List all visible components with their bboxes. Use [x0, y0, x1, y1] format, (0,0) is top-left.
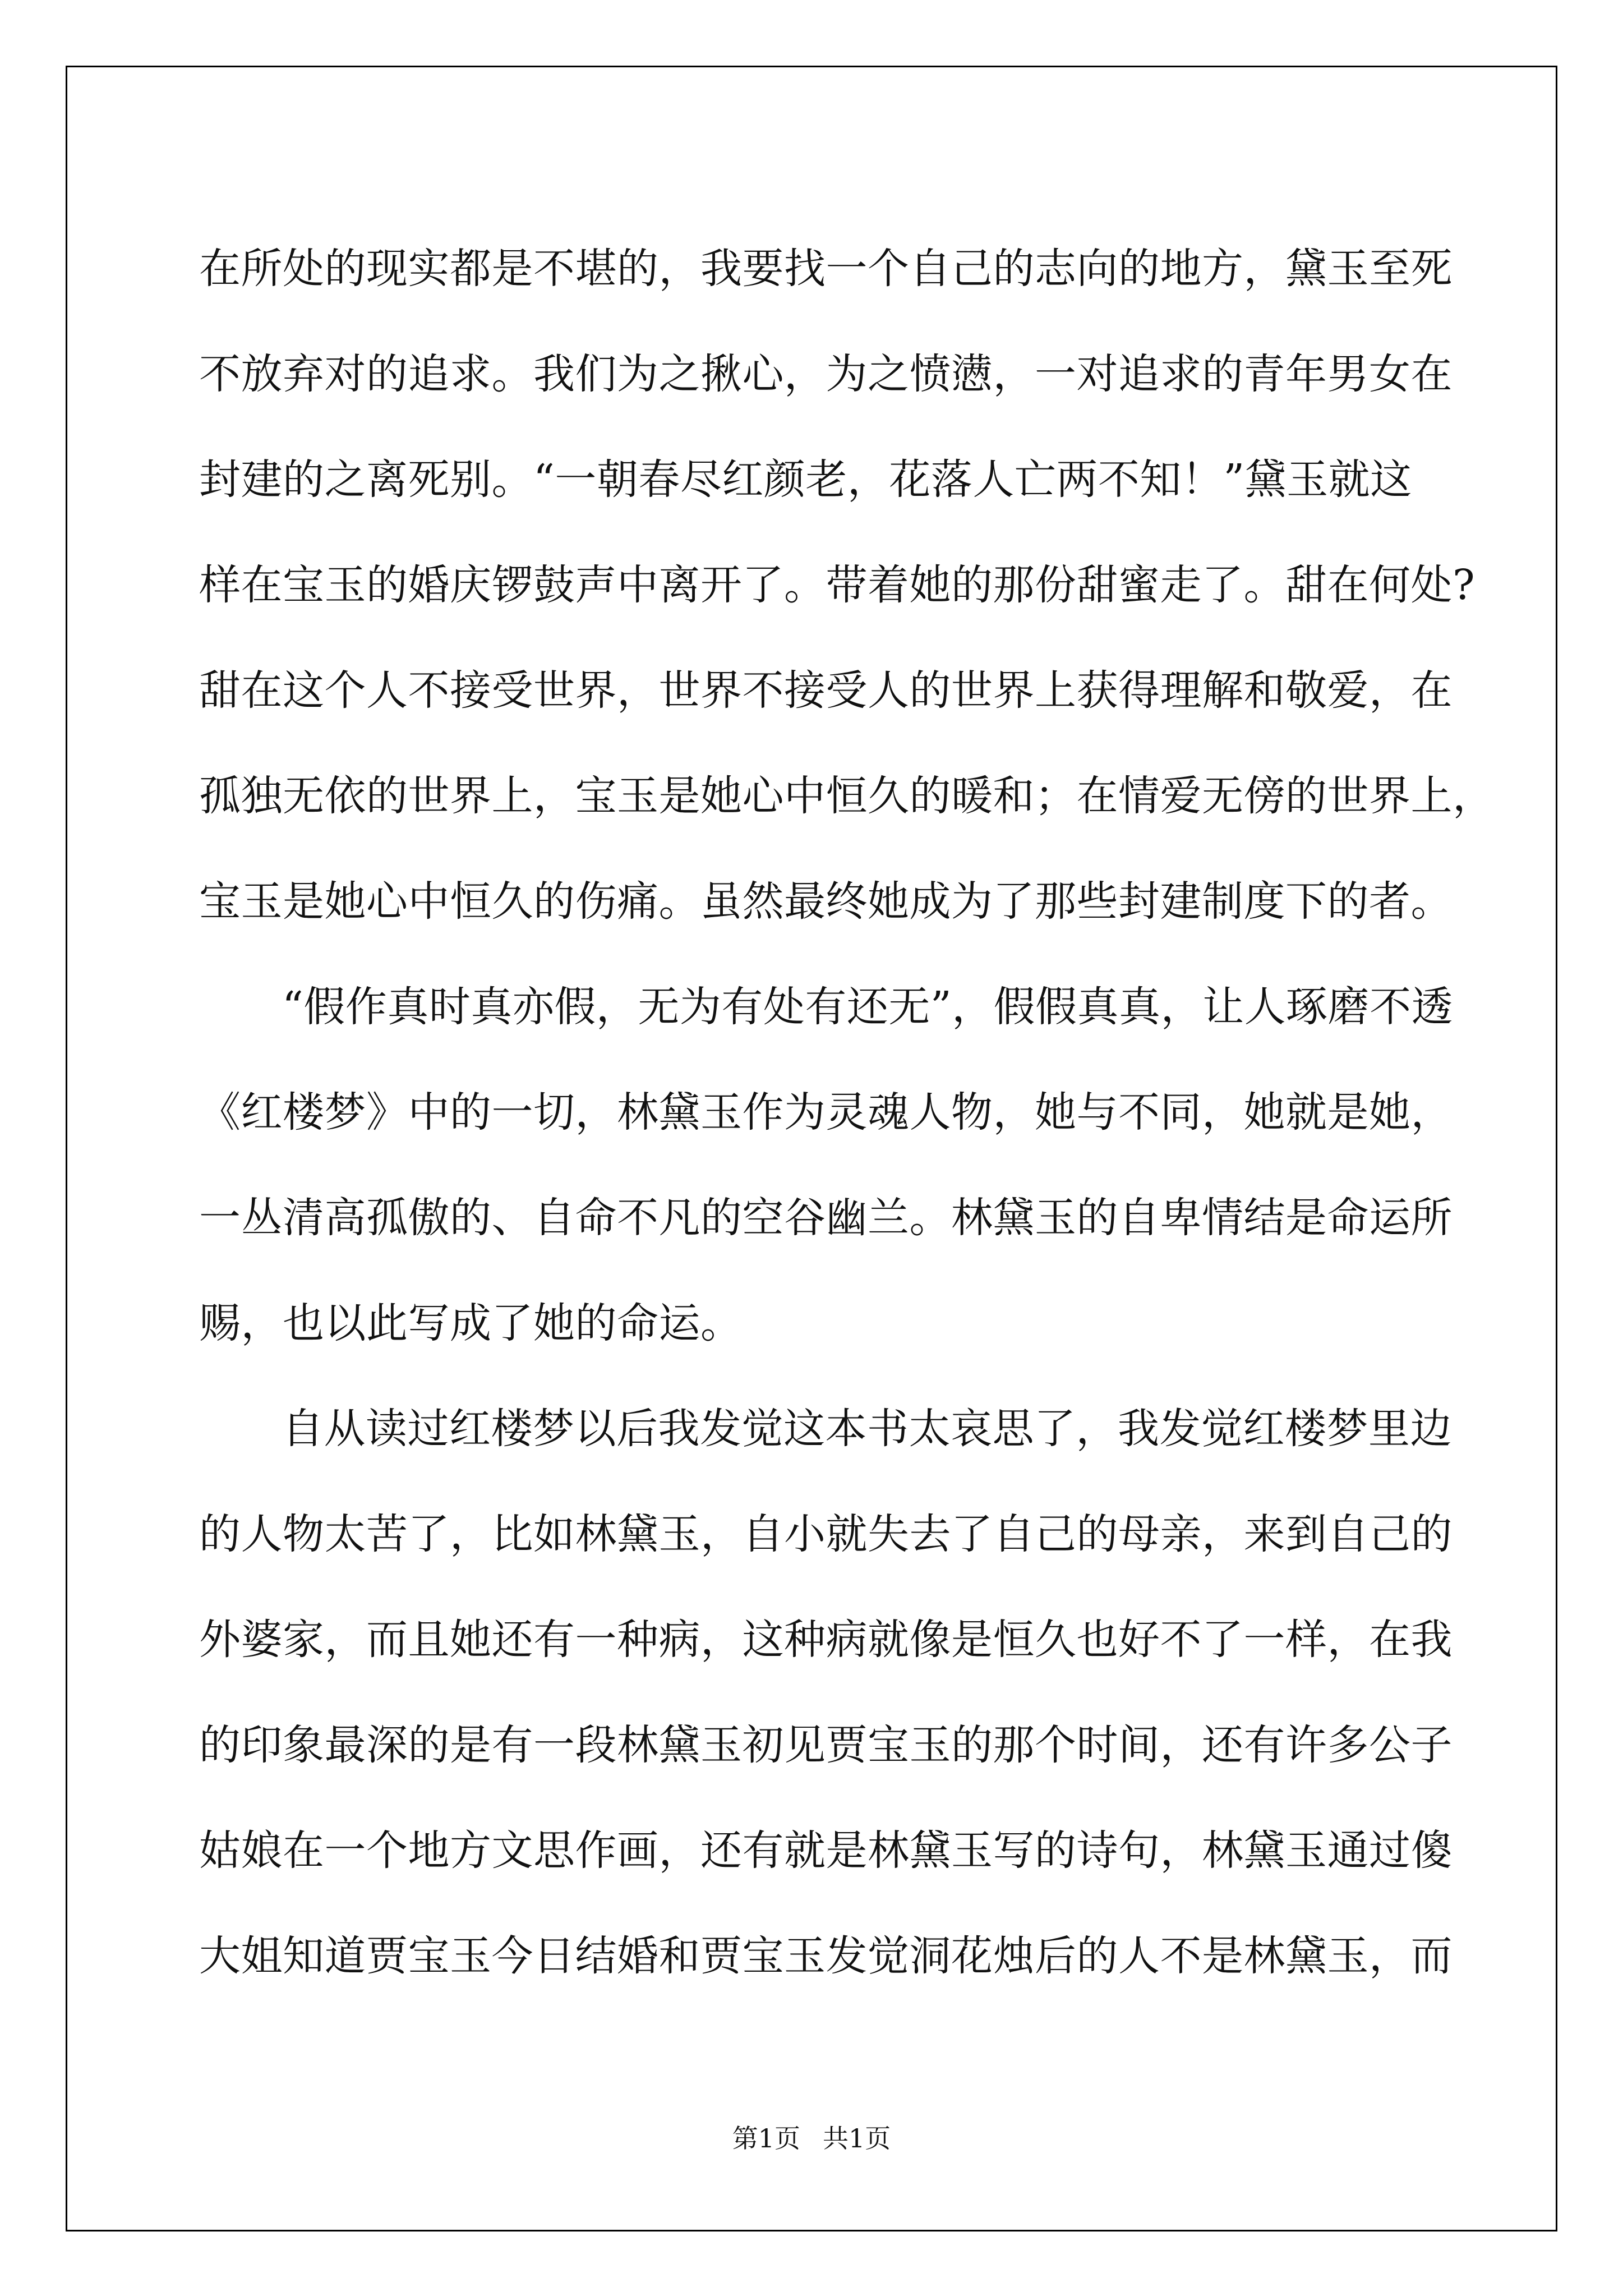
text-line: 外婆家，而且她还有一种病，这种病就像是恒久也好不了一样，在我 — [199, 1616, 1453, 1664]
text-line: 赐，也以此写成了她的命运。 — [199, 1299, 743, 1347]
text-line: 大姐知道贾宝玉今日结婚和贾宝玉发觉洞花烛后的人不是林黛玉，而 — [199, 1932, 1453, 1980]
text-line: 的印象最深的是有一段林黛玉初见贾宝玉的那个时间，还有许多公子 — [199, 1721, 1453, 1769]
text-line: 姑娘在一个地方文思作画，还有就是林黛玉写的诗句，林黛玉通过傻 — [199, 1826, 1453, 1875]
text-line: 甜在这个人不接受世界，世界不接受人的世界上获得理解和敬爱，在 — [199, 666, 1453, 715]
text-line: 在所处的现实都是不堪的，我要找一个自己的志向的地方，黛玉至死 — [199, 245, 1453, 293]
text-line: 宝玉是她心中恒久的伤痛。虽然最终她成为了那些封建制度下的者。 — [199, 877, 1453, 926]
text-line: 封建的之离死别。“一朝春尽红颜老，花落人亡两不知！”黛玉就这 — [199, 455, 1412, 504]
text-line: 《红楼梦》中的一切，林黛玉作为灵魂人物，她与不同，她就是她， — [199, 1088, 1453, 1137]
document-body — [199, 216, 1495, 2009]
paragraph-start-line: 自从读过红楼梦以后我发觉这本书太哀思了，我发觉红楼梦里边 — [282, 1405, 1452, 1453]
text-line: 样在宝玉的婚庆锣鼓声中离开了。带着她的那份甜蜜走了。甜在何处? — [199, 561, 1476, 609]
text-line: 的人物太苦了，比如林黛玉，自小就失去了自己的母亲，来到自己的 — [199, 1510, 1453, 1558]
page-number: 第1页 — [732, 2123, 800, 2154]
text-line: 不放弃对的追求。我们为之揪心，为之愤懑，一对追求的青年男女在 — [199, 350, 1453, 398]
page-total: 共1页 — [823, 2123, 891, 2154]
text-line: 一丛清高孤傲的、自命不凡的空谷幽兰。林黛玉的自卑情结是命运所 — [199, 1194, 1453, 1242]
text-line: 孤独无依的世界上，宝玉是她心中恒久的暖和；在情爱无傍的世界上， — [199, 772, 1495, 820]
paragraph-start-line: “假作真时真亦假，无为有处有还无”，假假真真，让人琢磨不透 — [282, 983, 1454, 1031]
page-footer — [0, 2118, 1623, 2155]
